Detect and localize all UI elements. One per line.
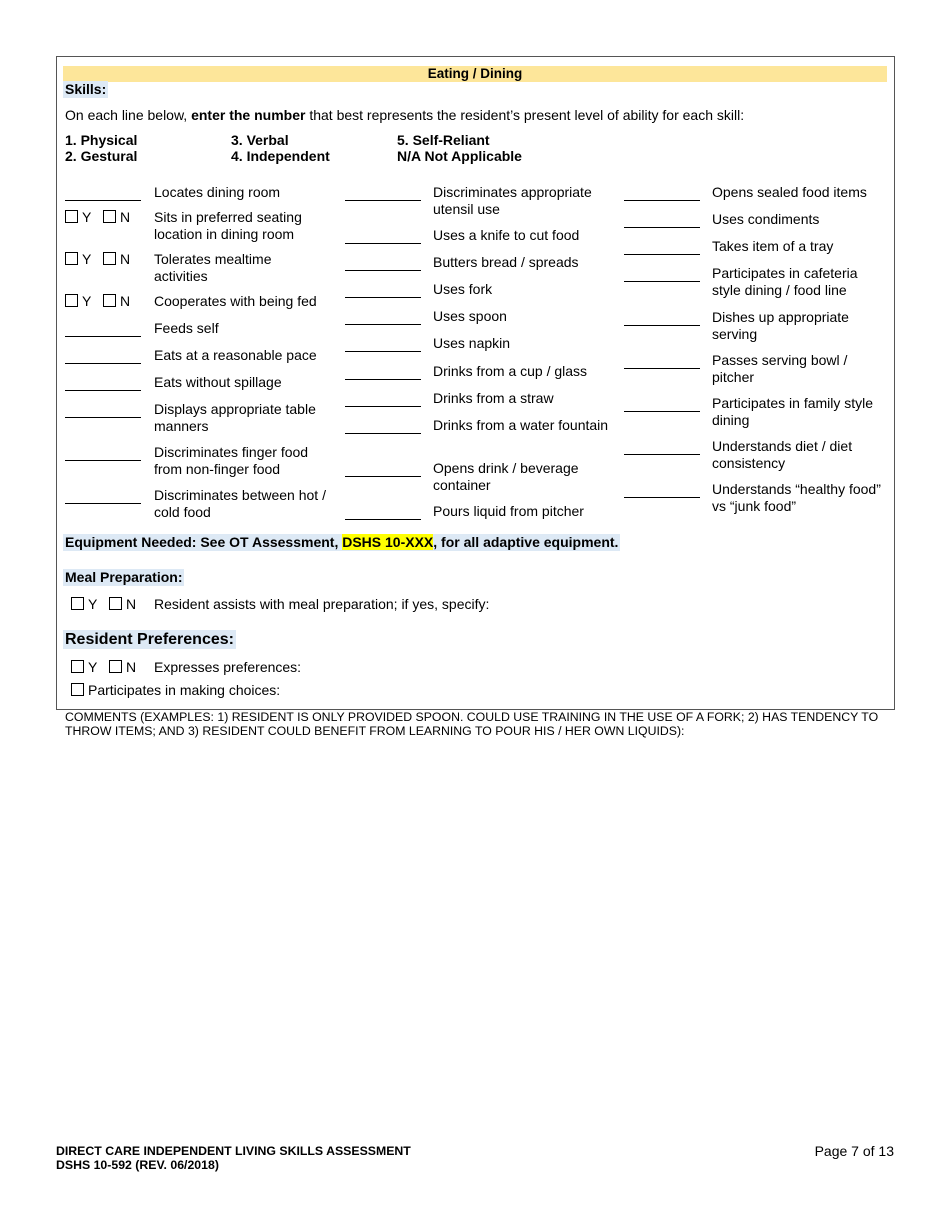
expresses-preferences: Expresses preferences:	[154, 659, 302, 675]
skill-label: Understands “healthy food” vs “junk food”	[712, 481, 881, 514]
preferences-yn	[71, 659, 136, 676]
rating-entry-line[interactable]	[624, 254, 700, 255]
rating-entry-line[interactable]	[624, 497, 700, 498]
skill-label: Cooperates with being fed	[154, 293, 317, 309]
no-checkbox[interactable]	[103, 210, 116, 223]
skill-label: Pours liquid from pitcher	[433, 503, 584, 519]
rating-entry-line[interactable]	[345, 476, 421, 477]
meal-prep-text: Resident assists with meal preparation; if yes, specify:	[154, 596, 490, 612]
no-checkbox[interactable]	[103, 294, 116, 307]
rating-entry-line[interactable]	[345, 519, 421, 520]
no-label: N	[120, 251, 131, 267]
rating-entry-line[interactable]	[624, 454, 700, 455]
instruction-bold: enter the number	[191, 107, 306, 123]
meal-prep-yn	[71, 596, 136, 613]
no-checkbox[interactable]	[109, 660, 122, 673]
skill-label: Displays appropriate table manners	[154, 401, 316, 434]
scale-5: 5. Self-Reliant	[397, 132, 490, 148]
rating-entry-line[interactable]	[624, 200, 700, 201]
yes-no-checkboxes	[65, 293, 130, 310]
rating-entry-line[interactable]	[345, 297, 421, 298]
rating-entry-line[interactable]	[65, 363, 141, 364]
rating-entry-line[interactable]	[65, 503, 141, 504]
skill-label: Discriminates appropriate utensil use	[433, 184, 592, 217]
skill-label: Butters bread / spreads	[433, 254, 579, 270]
preferences-title: Resident Preferences:	[65, 631, 234, 648]
scale-2: 2. Gestural	[65, 148, 138, 164]
skill-label: Tolerates mealtime activities	[154, 251, 272, 284]
rating-entry-line[interactable]	[345, 351, 421, 352]
scale-3: 3. Verbal	[231, 132, 289, 148]
yes-label: Y	[88, 596, 98, 612]
skill-label: Drinks from a water fountain	[433, 417, 609, 433]
comments-label: COMMENTS (EXAMPLES: 1) RESIDENT IS ONLY PROVIDED SPOON. COULD USE TRAINING IN THE USE OF A FORK; 2) HAS TENDENCY TO THROW ITEMS; AND 3) RESIDENT COULD BENEFIT FROM LEARNING TO POUR HIS / HER OWN LIQUIDS):	[65, 710, 879, 738]
skill-label: Takes item of a tray	[712, 238, 834, 254]
yes-checkbox[interactable]	[65, 252, 78, 265]
participates-checkbox[interactable]	[71, 683, 84, 696]
skill-label: Uses spoon	[433, 308, 507, 324]
scale-4: 4. Independent	[231, 148, 330, 164]
footer-form-number: DSHS 10-592 (REV. 06/2018)	[56, 1158, 219, 1172]
skill-label: Passes serving bowl / pitcher	[712, 352, 848, 385]
rating-entry-line[interactable]	[345, 200, 421, 201]
equipment-post: , for all adaptive equipment.	[433, 534, 619, 550]
no-label: N	[126, 596, 137, 612]
yes-checkbox[interactable]	[71, 660, 84, 673]
no-checkbox[interactable]	[109, 597, 122, 610]
skill-label: Uses a knife to cut food	[433, 227, 580, 243]
rating-entry-line[interactable]	[345, 379, 421, 380]
yes-label: Y	[88, 659, 98, 675]
skill-label: Eats at a reasonable pace	[154, 347, 317, 363]
rating-entry-line[interactable]	[624, 281, 700, 282]
section-title: Eating / Dining	[63, 66, 887, 82]
instruction-post: that best represents the resident’s present level of ability for each skill:	[305, 107, 745, 123]
yes-label: Y	[82, 251, 92, 267]
rating-entry-line[interactable]	[624, 325, 700, 326]
yes-label: Y	[82, 293, 92, 309]
skill-label: Participates in family style dining	[712, 395, 874, 428]
rating-entry-line[interactable]	[624, 411, 700, 412]
rating-entry-line[interactable]	[624, 227, 700, 228]
yes-label: Y	[82, 209, 92, 225]
skill-label: Uses fork	[433, 281, 493, 297]
rating-entry-line[interactable]	[65, 390, 141, 391]
equipment-form-ref: DSHS 10-XXX	[342, 534, 434, 550]
skill-label: Locates dining room	[154, 184, 281, 200]
skills-label: Skills:	[65, 81, 107, 97]
skill-label: Drinks from a cup / glass	[433, 363, 588, 379]
yes-no-checkboxes	[65, 251, 130, 268]
page-number: Page 7 of 13	[814, 1143, 894, 1159]
skill-label: Dishes up appropriate serving	[712, 309, 849, 342]
no-label: N	[120, 209, 131, 225]
participates-label: Participates in making choices:	[88, 682, 281, 698]
instruction-pre: On each line below,	[65, 107, 192, 123]
rating-entry-line[interactable]	[345, 433, 421, 434]
skill-label: Discriminates between hot / cold food	[154, 487, 326, 520]
instruction	[65, 107, 744, 124]
skill-label: Opens sealed food items	[712, 184, 867, 200]
rating-entry-line[interactable]	[65, 200, 141, 201]
yes-checkbox[interactable]	[71, 597, 84, 610]
rating-entry-line[interactable]	[345, 406, 421, 407]
skill-label: Feeds self	[154, 320, 219, 336]
meal-prep-title: Meal Preparation:	[65, 569, 183, 585]
skill-label: Discriminates finger food from non-finger food	[154, 444, 309, 477]
no-label: N	[126, 659, 137, 675]
skill-label: Opens drink / beverage container	[433, 460, 579, 493]
rating-entry-line[interactable]	[345, 243, 421, 244]
skill-label: Drinks from a straw	[433, 390, 554, 406]
rating-entry-line[interactable]	[624, 368, 700, 369]
skill-label: Understands diet / diet consistency	[712, 438, 853, 471]
participates-choices	[71, 682, 280, 699]
equipment-note	[63, 534, 620, 551]
yes-checkbox[interactable]	[65, 294, 78, 307]
no-label: N	[120, 293, 131, 309]
yes-no-checkboxes	[65, 209, 130, 226]
equipment-pre: Equipment Needed: See OT Assessment,	[65, 534, 343, 550]
comments-area[interactable]	[65, 738, 885, 1138]
scale-1: 1. Physical	[65, 132, 138, 148]
no-checkbox[interactable]	[103, 252, 116, 265]
rating-entry-line[interactable]	[65, 460, 141, 461]
rating-entry-line[interactable]	[65, 417, 141, 418]
scale-na: N/A Not Applicable	[397, 148, 522, 164]
rating-entry-line[interactable]	[65, 336, 141, 337]
rating-entry-line[interactable]	[345, 324, 421, 325]
footer-title: DIRECT CARE INDEPENDENT LIVING SKILLS ASSESSMENT	[56, 1144, 411, 1158]
skill-label: Eats without spillage	[154, 374, 282, 390]
skill-label: Participates in cafeteria style dining / food line	[712, 265, 858, 298]
skill-label: Uses napkin	[433, 335, 511, 351]
skill-label: Sits in preferred seating location in dining room	[154, 209, 302, 242]
yes-checkbox[interactable]	[65, 210, 78, 223]
skill-label: Uses condiments	[712, 211, 820, 227]
rating-entry-line[interactable]	[345, 270, 421, 271]
